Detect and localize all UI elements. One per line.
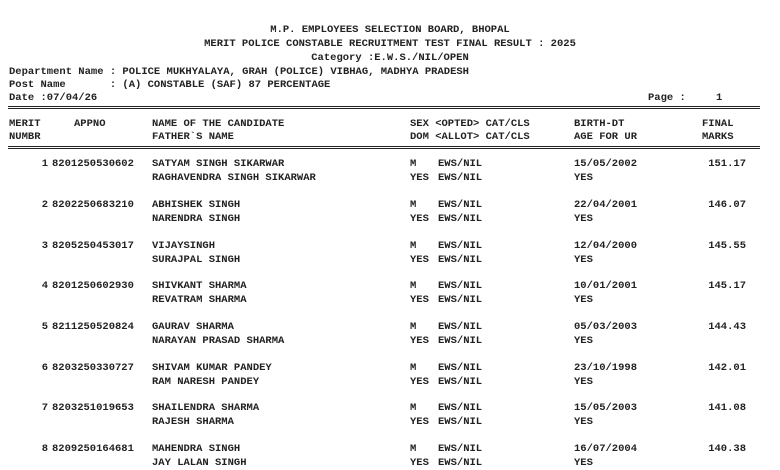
col-birth-2: AGE FOR UR	[574, 131, 638, 143]
dom-value: YES	[410, 416, 429, 428]
candidate-name: SATYAM SINGH SIKARWAR	[152, 158, 285, 170]
opted-category: EWS/NIL	[438, 321, 483, 333]
merit-number: 5	[41, 321, 48, 333]
category-line: Category :E.W.S./NIL/OPEN	[311, 52, 469, 64]
app-number: 8209250164681	[52, 443, 134, 455]
sex-value: M	[410, 443, 417, 455]
merit-number: 2	[41, 199, 48, 211]
birth-date: 12/04/2000	[574, 240, 638, 252]
opted-category: EWS/NIL	[438, 280, 483, 292]
merit-number: 6	[41, 362, 48, 374]
app-number: 8211250520824	[52, 321, 134, 333]
dom-value: YES	[410, 254, 429, 266]
final-marks: 146.07	[708, 199, 746, 211]
allot-category: EWS/NIL	[438, 416, 483, 428]
candidate-name: MAHENDRA SINGH	[152, 443, 241, 455]
father-name: RAM NARESH PANDEY	[152, 376, 260, 388]
app-number: 8201250530602	[52, 158, 134, 170]
sex-value: M	[410, 158, 417, 170]
opted-category: EWS/NIL	[438, 240, 483, 252]
father-name: JAY LALAN SINGH	[152, 457, 247, 469]
birth-date: 05/03/2003	[574, 321, 638, 333]
birth-date: 10/01/2001	[574, 280, 638, 292]
app-number: 8205250453017	[52, 240, 134, 252]
sex-value: M	[410, 362, 417, 374]
col-sex-1: SEX <OPTED> CAT/CLS	[410, 118, 530, 130]
allot-category: EWS/NIL	[438, 376, 483, 388]
age-for-ur: YES	[574, 172, 593, 184]
dom-value: YES	[410, 457, 429, 469]
allot-category: EWS/NIL	[438, 254, 483, 266]
final-marks: 144.43	[708, 321, 746, 333]
candidate-name: GAURAV SHARMA	[152, 321, 234, 333]
candidate-name: VIJAYSINGH	[152, 240, 216, 252]
header-rule-bottom	[8, 146, 760, 149]
dom-value: YES	[410, 376, 429, 388]
col-merit-1: MERIT	[9, 118, 41, 130]
dom-value: YES	[410, 172, 429, 184]
allot-category: EWS/NIL	[438, 294, 483, 306]
opted-category: EWS/NIL	[438, 158, 483, 170]
father-name: NARENDRA SINGH	[152, 213, 241, 225]
merit-number: 7	[41, 402, 48, 414]
col-merit-2: NUMBR	[9, 131, 41, 143]
col-sex-2: DOM <ALLOT> CAT/CLS	[410, 131, 530, 143]
candidate-name: ABHISHEK SINGH	[152, 199, 241, 211]
col-appno: APPNO	[74, 118, 106, 130]
app-number: 8202250683210	[52, 199, 134, 211]
birth-date: 23/10/1998	[574, 362, 638, 374]
birth-date: 15/05/2002	[574, 158, 638, 170]
final-marks: 145.17	[708, 280, 746, 292]
father-name: NARAYAN PRASAD SHARMA	[152, 335, 285, 347]
candidate-name: SHAILENDRA SHARMA	[152, 402, 260, 414]
age-for-ur: YES	[574, 335, 593, 347]
age-for-ur: YES	[574, 213, 593, 225]
sex-value: M	[410, 321, 417, 333]
candidate-name: SHIVKANT SHARMA	[152, 280, 247, 292]
candidate-name: SHIVAM KUMAR PANDEY	[152, 362, 272, 374]
final-marks: 145.55	[708, 240, 746, 252]
father-name: SURAJPAL SINGH	[152, 254, 241, 266]
header-rule-top	[8, 106, 760, 109]
col-name-1: NAME OF THE CANDIDATE	[152, 118, 285, 130]
dom-value: YES	[410, 294, 429, 306]
app-number: 8203251019653	[52, 402, 134, 414]
sex-value: M	[410, 402, 417, 414]
age-for-ur: YES	[574, 294, 593, 306]
post-line: Post Name : (A) CONSTABLE (SAF) 87 PERCENTAGE	[9, 79, 331, 91]
col-final-1: FINAL	[702, 118, 734, 130]
opted-category: EWS/NIL	[438, 443, 483, 455]
age-for-ur: YES	[574, 416, 593, 428]
sex-value: M	[410, 280, 417, 292]
age-for-ur: YES	[574, 376, 593, 388]
dom-value: YES	[410, 213, 429, 225]
allot-category: EWS/NIL	[438, 172, 483, 184]
opted-category: EWS/NIL	[438, 362, 483, 374]
allot-category: EWS/NIL	[438, 457, 483, 469]
merit-number: 4	[41, 280, 48, 292]
app-number: 8201250602930	[52, 280, 134, 292]
sex-value: M	[410, 199, 417, 211]
final-marks: 140.38	[708, 443, 746, 455]
col-name-2: FATHER`S NAME	[152, 131, 234, 143]
father-name: RAJESH SHARMA	[152, 416, 234, 428]
app-number: 8203250330727	[52, 362, 134, 374]
allot-category: EWS/NIL	[438, 335, 483, 347]
sex-value: M	[410, 240, 417, 252]
opted-category: EWS/NIL	[438, 402, 483, 414]
age-for-ur: YES	[574, 457, 593, 469]
merit-number: 1	[41, 158, 48, 170]
father-name: RAGHAVENDRA SINGH SIKARWAR	[152, 172, 316, 184]
final-marks: 151.17	[708, 158, 746, 170]
merit-number: 8	[41, 443, 48, 455]
birth-date: 15/05/2003	[574, 402, 638, 414]
report-title: MERIT POLICE CONSTABLE RECRUITMENT TEST FINAL RESULT : 2025	[204, 38, 576, 50]
board-name: M.P. EMPLOYEES SELECTION BOARD, BHOPAL	[270, 24, 510, 36]
date-line: Date :07/04/26	[9, 92, 98, 104]
page-number: 1	[716, 92, 723, 104]
final-marks: 142.01	[708, 362, 746, 374]
birth-date: 16/07/2004	[574, 443, 638, 455]
opted-category: EWS/NIL	[438, 199, 483, 211]
father-name: REVATRAM SHARMA	[152, 294, 247, 306]
allot-category: EWS/NIL	[438, 213, 483, 225]
age-for-ur: YES	[574, 254, 593, 266]
merit-number: 3	[41, 240, 48, 252]
department-line: Department Name : POLICE MUKHYALAYA, GRAH (POLICE) VIBHAG, MADHYA PRADESH	[9, 66, 469, 78]
birth-date: 22/04/2001	[574, 199, 638, 211]
page-label: Page :	[648, 92, 686, 104]
col-birth-1: BIRTH-DT	[574, 118, 625, 130]
dom-value: YES	[410, 335, 429, 347]
col-final-2: MARKS	[702, 131, 734, 143]
final-marks: 141.08	[708, 402, 746, 414]
